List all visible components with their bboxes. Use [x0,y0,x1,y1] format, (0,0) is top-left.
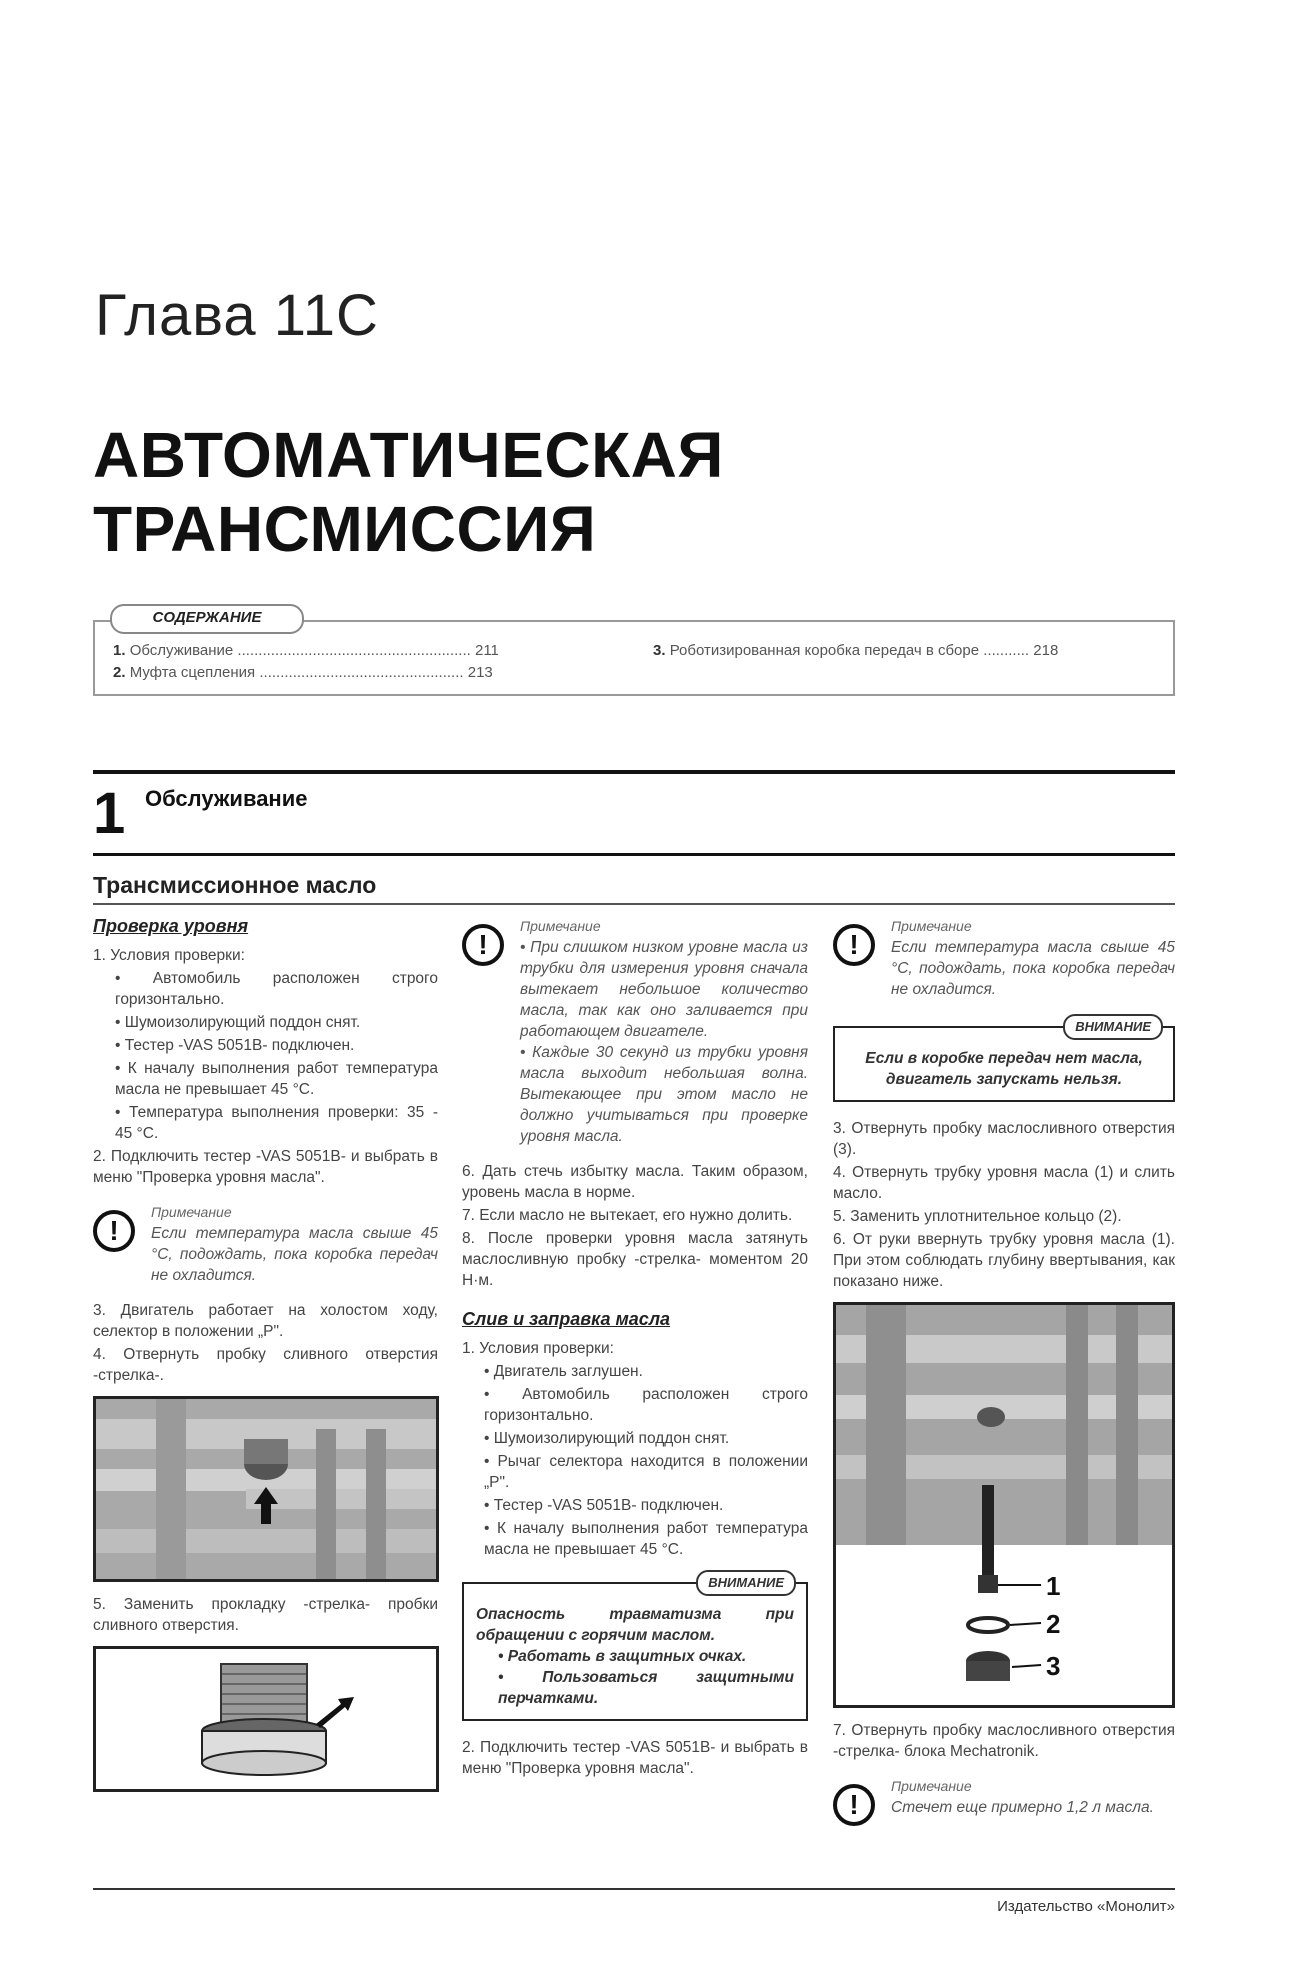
step-4: 4. Отвернуть пробку сливного отверстия -стрелка-. [93,1346,438,1384]
column-2 [462,916,808,1781]
section-top-rule [93,770,1175,774]
bullet: • К началу выполнения работ температура масла не превышает 45 °С. [115,1060,438,1098]
step-7: 7. Если масло не вытекает, его нужно долить. [462,1207,793,1224]
exclamation-icon: ! [833,924,875,966]
note-title: Примечание [891,1778,972,1794]
section-bottom-rule [93,853,1175,856]
chapter-label: Глава 11С [95,283,379,348]
step-5: 5. Заменить прокладку -стрелка- пробки сливного отверстия. [93,1596,438,1634]
footer-rule [93,1888,1175,1890]
heading-level-check: Проверка уровня [93,916,249,936]
plug-gasket-illustration [96,1649,436,1789]
heading-drain-fill: Слив и заправка масла [462,1309,671,1329]
step-3: 3. Отвернуть пробку маслосливного отверстия (3). [833,1120,1175,1158]
note-text: Стечет еще примерно 1,2 л масла. [891,1799,1154,1816]
toc-item-2[interactable]: 2. Муфта сцепления ................................................. 213 [113,664,493,681]
section-number: 1 [93,781,126,846]
subsection-title: Трансмиссионное масло [93,872,377,898]
bullet: • Температура выполнения проверки: 35 - 45 °С. [115,1104,438,1142]
callout-1: 1 [1046,1571,1061,1601]
callout-3: 3 [1046,1651,1061,1681]
bullet: • Рычаг селектора находится в положении „P". [484,1453,808,1491]
warning-text: Если в коробке передач нет масла, двигатель запускать нельзя. [865,1050,1143,1088]
step-4: 4. Отвернуть трубку уровня масла (1) и слить масло. [833,1164,1175,1202]
chapter-title [93,418,853,566]
note-title: Примечание [891,918,972,934]
column-1 [93,916,438,1792]
step-5: 5. Заменить уплотнительное кольцо (2). [833,1208,1122,1225]
bullet: • Двигатель заглушен. [484,1363,643,1380]
bullet: • Тестер -VAS 5051B- подключен. [115,1037,355,1054]
step-1: 1. Условия проверки: [93,947,245,964]
toc-label: СОДЕРЖАНИЕ [110,604,304,634]
oil-level-tube-illustration [836,1305,1172,1705]
note-text: Если температура масла свыше 45 °С, подождать, пока коробка передач не охладится. [891,939,1175,998]
bullet: • Тестер -VAS 5051B- подключен. [484,1497,724,1514]
step-6: 6. От руки ввернуть трубку уровня масла (1). При этом соблюдать глубину ввертывания, как показано ниже. [833,1231,1175,1290]
warning-label: ВНИМАНИЕ [696,1570,796,1596]
step-2: 2. Подключить тестер -VAS 5051B- и выбрать в меню "Проверка уровня масла". [462,1739,808,1777]
step-8: 8. После проверки уровня масла затянуть маслосливную пробку -стрелка- моментом 20 Н·м. [462,1230,808,1289]
bullet: • Шумоизолирующий поддон снят. [484,1430,730,1447]
step-6: 6. Дать стечь избытку масла. Таким образом, уровень масла в норме. [462,1163,808,1201]
note-bullet: • При слишком низком уровне масла из трубки для измерения уровня сначала вытекает небольшое количество масла, так как оно заливается при работающем двигателе. [520,939,808,1040]
toc-item-3[interactable]: 3. Роботизированная коробка передач в сборе ........... 218 [653,642,1059,659]
exclamation-icon: ! [833,1784,875,1826]
publisher-footer: Издательство «Монолит» [997,1898,1175,1915]
section-title: Обслуживание [145,786,308,811]
warning-box [462,1575,808,1721]
note-title: Примечание [520,918,601,934]
warning-label: ВНИМАНИЕ [1063,1014,1163,1040]
bullet: • Автомобиль расположен строго горизонтально. [115,970,438,1008]
bullet: • Шумоизолирующий поддон снят. [115,1014,361,1031]
step-1: 1. Условия проверки: [462,1340,614,1357]
title-line-1: АВТОМАТИЧЕСКАЯ [93,419,724,491]
note-bullet: • Каждые 30 секунд из трубки уровня масла выходит небольшая волна. Вытекающее при этом масло не должно учитываться при проверке уровня масла. [520,1044,808,1145]
bullet: • Автомобиль расположен строго горизонтально. [484,1386,808,1424]
subsection-rule [93,903,1175,905]
warning-bullet: • Пользоваться защитными перчатками. [498,1669,794,1707]
bullet: • К началу выполнения работ температура масла не превышает 45 °С. [484,1520,808,1558]
exclamation-icon: ! [93,1210,135,1252]
drain-plug-photo [93,1396,439,1582]
note-box [833,916,1175,1000]
callout-2: 2 [1046,1609,1061,1639]
step-7: 7. Отвернуть пробку маслосливного отверстия -стрелка- блока Mechatronik. [833,1722,1175,1760]
step-2: 2. Подключить тестер -VAS 5051B- и выбрать в меню "Проверка уровня масла". [93,1148,438,1186]
note-title: Примечание [151,1204,232,1220]
oil-level-tube-photo [833,1302,1175,1708]
title-line-2: ТРАНСМИССИЯ [93,493,597,565]
drain-plug-illustration [96,1399,436,1579]
exclamation-icon: ! [462,924,504,966]
warning-bullet: • Работать в защитных очках. [498,1648,747,1665]
warning-box [833,1019,1175,1102]
column-3 [833,916,1175,1860]
step-3: 3. Двигатель работает на холостом ходу, селектор в положении „P". [93,1302,438,1340]
toc-item-1[interactable]: 1. Обслуживание ........................................................ 211 [113,642,499,659]
note-box [462,916,808,1147]
warning-text: Опасность травматизма при обращении с горячим маслом. [476,1606,794,1644]
note-box [833,1776,1175,1846]
drain-plug-gasket-figure [93,1646,439,1792]
note-text: Если температура масла свыше 45 °С, подождать, пока коробка передач не охладится. [151,1225,438,1284]
note-box [93,1202,438,1286]
